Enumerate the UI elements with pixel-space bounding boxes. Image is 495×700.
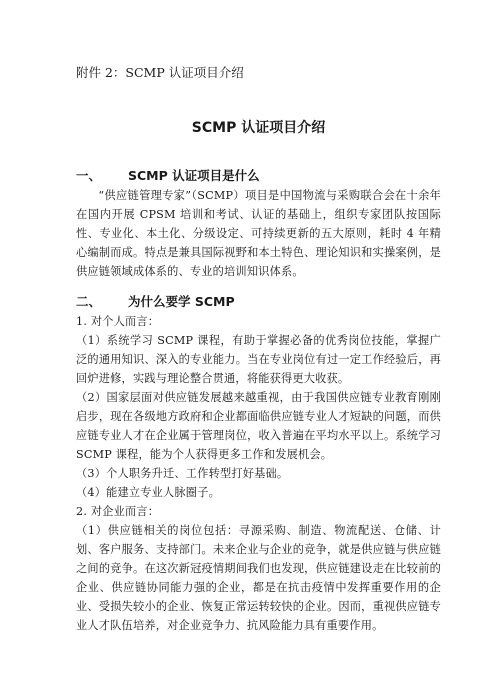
section-1-heading — [76, 166, 441, 186]
section-1-number: 一、 — [76, 168, 102, 183]
subheading-individual: 1. 对个人而言： — [76, 315, 160, 328]
list-item: （3）个人职务升迁、工作转型打好基础。 — [76, 467, 289, 480]
section-2-heading — [76, 292, 441, 312]
list-item: （1）供应链相关的岗位包括：寻源采购、制造、物流配送、仓储、计划、客户服务、支持部门。未来企业与企业的竞争，就是供应链与供应链之间的竞争。在这次新冠疫情期间我们也发现，供应链建设走在比较前的企业、供应链协同能力强的企业，都是在抗击疫情中发挥重要作用的企业、受损失较小的企业、恢复正常运转较快的企业。因而，重视供应链专业人才队伍培养，对企业竞争力、抗风险能力具有重要作用。 — [76, 524, 441, 632]
section-2-number: 二、 — [76, 294, 102, 309]
section-1-title: SCMP 认证项目是什么 — [128, 168, 260, 183]
section-1-paragraph: “供应链管理专家”（SCMP）项目是中国物流与采购联合会在十余年在国内开展 CPSM 培训和考试、认证的基础上，组织专家团队按国际性、专业化、本土化、分级设定、可持续更新的五大原则，耗时 4 年精心编制而成。特点是兼具国际视野和本土特色、理论知识和实操案例，是供应链领域成体系的、专业的培训知识体系。 — [76, 189, 441, 278]
section-2-title: 为什么要学 SCMP — [128, 294, 235, 309]
list-item: （4）能建立专业人脉圈子。 — [76, 486, 220, 499]
annex-label: 附件 2：SCMP 认证项目介绍 — [76, 65, 244, 80]
list-item: （2）国家层面对供应链发展越来越重视，由于我国供应链专业教育刚刚启步，现在各级地方政府和企业都面临供应链专业人才短缺的问题，而供应链专业人才在企业属于管理岗位，收入普遍在平均水平以上。系统学习 SCMP 课程，能为个人获得更多工作和发展机会。 — [76, 391, 441, 461]
subheading-enterprise: 2. 对企业而言： — [76, 505, 160, 518]
list-item: （1）系统学习 SCMP 课程，有助于掌握必备的优秀岗位技能，掌握广泛的通用知识、深入的专业能力。当在专业岗位有过一定工作经验后，再回炉进修，实践与理论整合贯通，将能获得更大收获。 — [76, 334, 441, 385]
document-title: SCMP 认证项目介绍 — [191, 120, 326, 136]
